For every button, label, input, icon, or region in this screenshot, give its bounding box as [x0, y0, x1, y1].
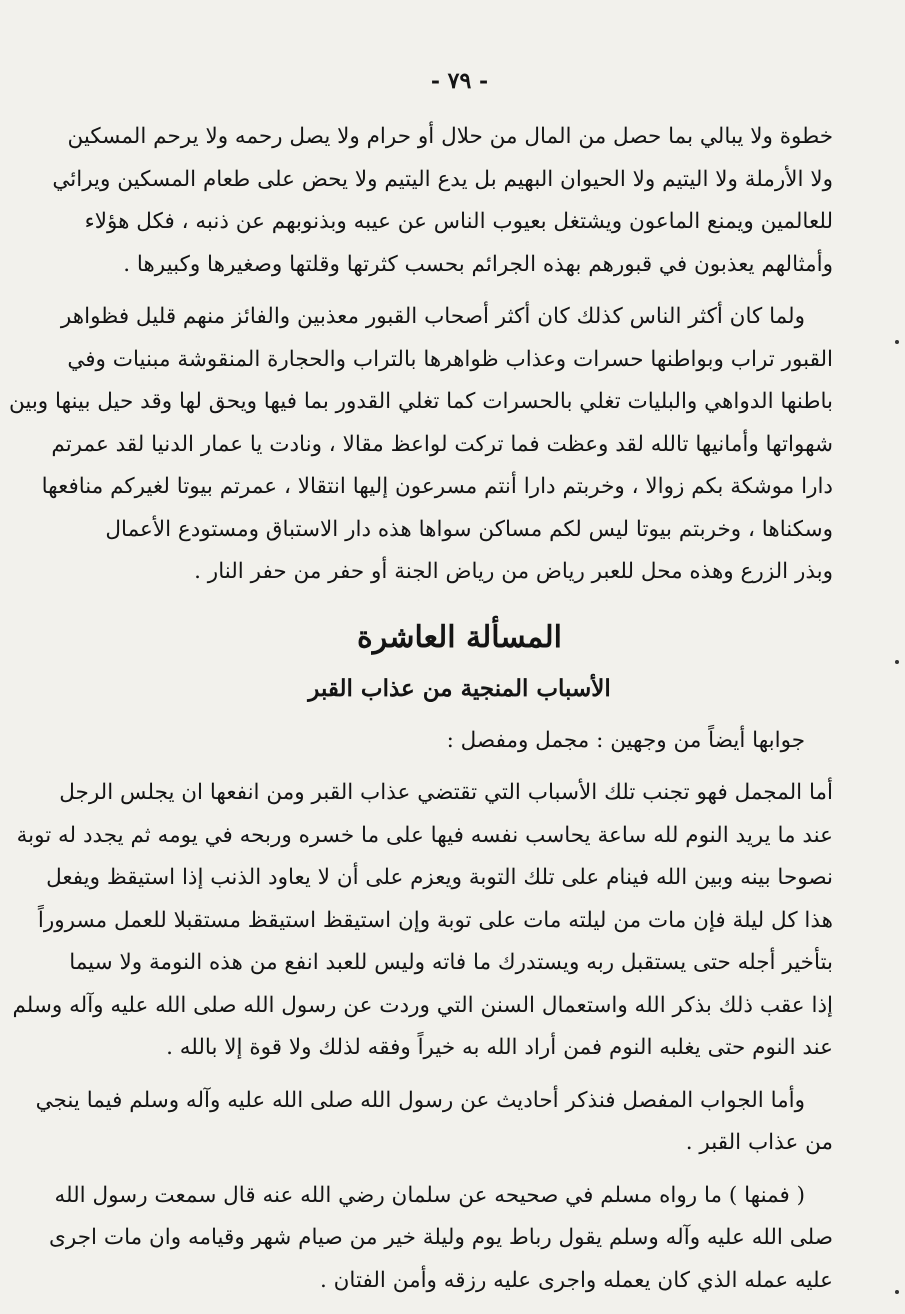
text-line: وأمثالهم يعذبون في قبورهم بهذه الجرائم بحسب كثرتها وقلتها وصغيرها وكبيرها .	[123, 251, 833, 277]
text-line: عند النوم حتى يغلبه النوم فمن أراد الله به خيراً وفقه لذلك ولا قوة إلا بالله .	[166, 1035, 833, 1060]
paragraph	[86, 720, 833, 763]
text-line: نصوحا بينه وبين الله فينام على تلك التوبة ويعزم على أن لا يعاود الذنب إذا استيقظ ويفعل	[46, 865, 833, 890]
text-line: وسكناها ، وخربتم بيوتا ليس لكم مساكن سواها هذه دار الاستباق ومستودع الأعمال	[105, 516, 833, 542]
scan-speck	[895, 660, 899, 664]
text-line: من عذاب القبر .	[685, 1130, 833, 1155]
paragraph	[35, 1080, 833, 1165]
text-line: بتأخير أجله حتى يستقبل ربه ويستدرك ما فاته وليس للعبد انفع من هذه النومة ولا سيما	[69, 950, 833, 975]
text-line: وبذر الزرع وهذه محل للعبر رياض من رياض الجنة أو حفر من حفر النار .	[194, 559, 833, 584]
text-line: جوابها أيضاً من وجهين : مجمل ومفصل :	[446, 727, 805, 753]
text-line: خطوة ولا يبالي بما حصل من المال من حلال أو حرام ولا يصل رحمه ولا يرحم المسكين	[67, 124, 833, 149]
section-subtitle: الأسباب المنجية من عذاب القبر	[308, 674, 611, 702]
text-line: ولما كان أكثر الناس كذلك كان أكثر أصحاب القبور معذبين والفائز منهم قليل فظواهر	[60, 304, 805, 329]
text-line: أما المجمل فهو تجنب تلك الأسباب التي تقتضي عذاب القبر ومن انفعها ان يجلس الرجل	[59, 780, 833, 805]
scan-speck	[895, 340, 899, 344]
text-line: هذا كل ليلة فإن مات من ليلته مات على توبة وإن استيقظ استيقظ مستقبلا للعمل مسروراً	[37, 907, 833, 933]
text-line: عليه عمله الذي كان يعمله واجرى عليه رزقه وأمن الفتان .	[319, 1267, 833, 1293]
paragraph	[49, 1175, 833, 1303]
text-line: صلى الله عليه وآله وسلم يقول رباط يوم وليلة خير من صيام شهر وقيامه وان مات اجرى	[49, 1225, 833, 1250]
text-line: ( فمنها ) ما رواه مسلم في صحيحه عن سلمان رضي الله عنه قال سمعت رسول الله	[54, 1182, 805, 1208]
text-line: إذا عقب ذلك بذكر الله واستعمال السنن التي وردت عن رسول الله صلى الله عليه وآله وسلم	[12, 992, 833, 1018]
text-line: وأما الجواب المفصل فنذكر أحاديث عن رسول الله صلى الله عليه وآله وسلم فيما ينجي	[35, 1087, 805, 1113]
text-line: باطنها الدواهي والبليات تغلي بالحسرات كما تغلي القدور بما فيها ويحق لها وقد حيل بينها وبين	[8, 389, 833, 414]
text-line: عند ما يريد النوم لله ساعة يحاسب نفسه فيها على ما خسره وربحه في يومه ثم يجدد له توبة	[16, 822, 833, 848]
scan-speck	[895, 1290, 899, 1294]
text-line: القبور تراب وبواطنها حسرات وعذاب ظواهرها بالتراب والحجارة المنقوشة مبنيات وفي	[67, 346, 833, 372]
paragraph	[52, 116, 833, 286]
paragraph	[8, 296, 833, 594]
text-line: ولا الأرملة ولا اليتيم ولا الحيوان البهيم بل يدع اليتيم ولا يحض على طعام المسكين ويرائي	[52, 166, 833, 192]
paragraph	[12, 772, 833, 1070]
page-number: - ٧٩ -	[430, 68, 489, 94]
text-line: دارا موشكة بكم زوالا ، وخربتم دارا أنتم مسرعون إليها انتقالا ، عمرتم بيوتا لغيركم منافعها	[41, 474, 833, 499]
text-line: شهواتها وأمانيها تالله لقد وعظت فما تركت لواعظ مقالا ، ونادت يا عمار الدنيا لقد عمرتم	[51, 431, 833, 457]
text-line: للعالمين ويمنع الماعون ويشتغل بعيوب الناس عن عيبه وبذنوبهم عن ذنبه ، فكل هؤلاء	[84, 209, 833, 234]
section-title: المسألة العاشرة	[357, 619, 562, 655]
